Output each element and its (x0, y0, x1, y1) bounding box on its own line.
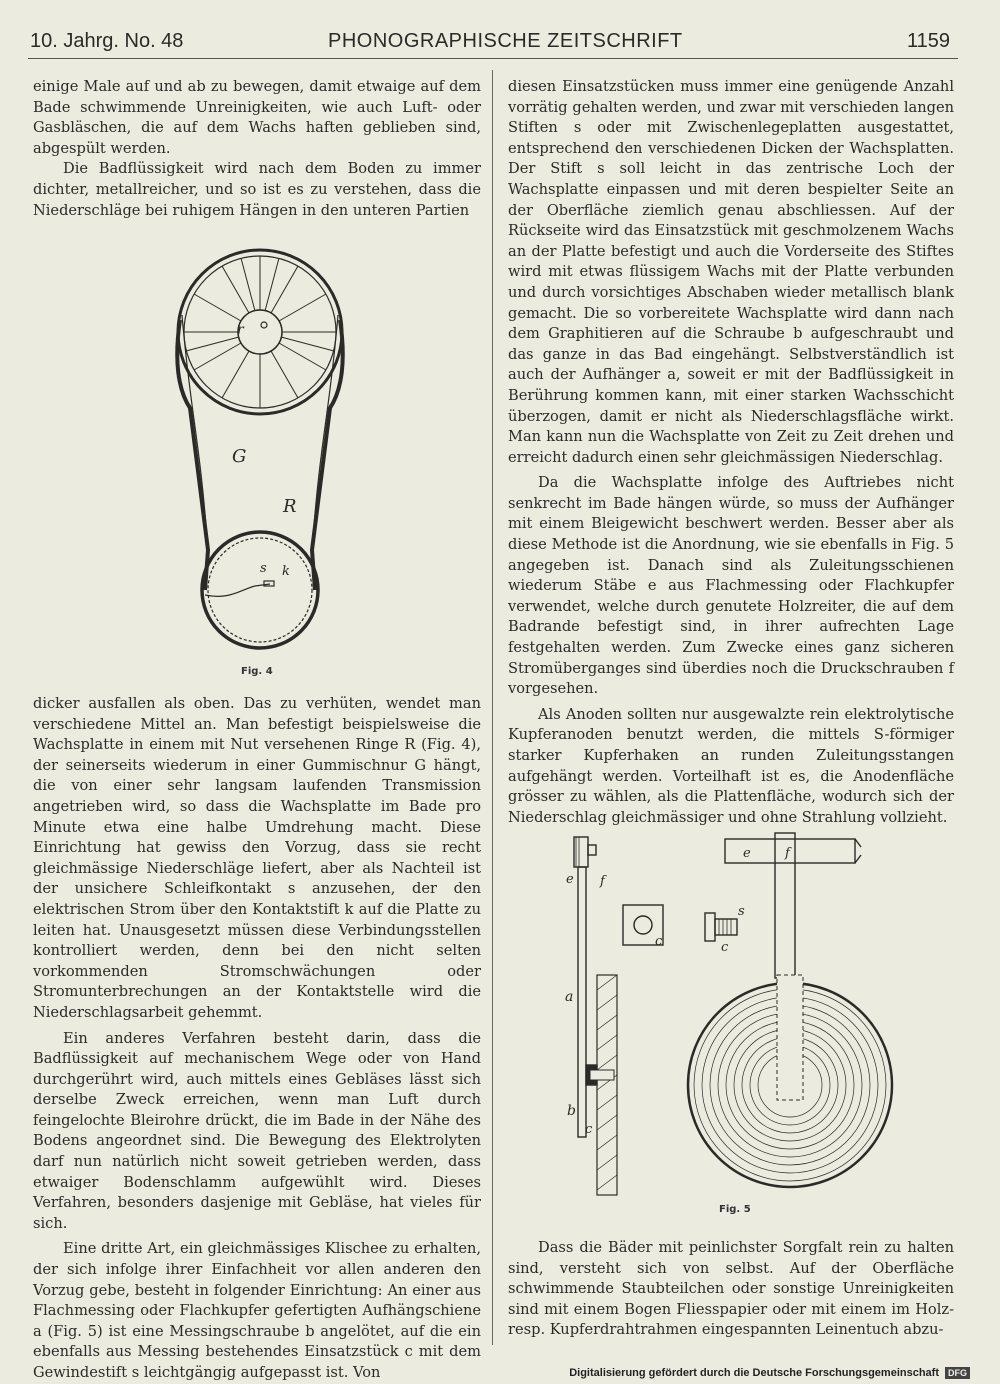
fig5-drawing (545, 825, 925, 1220)
label-r: r (237, 322, 244, 338)
label-s: s (260, 561, 267, 576)
paragraph: Da die Wachsplatte infolge des Auftriebes nicht senkrecht im Bade hängen würde, so muss der Aufhänger mit einem Bleigewicht beschwert werden. Besser aber als diese Methode ist die Anordnung, wie sie ebenfalls in Fig. 5 angegeben ist. Danach sind als Zuleitungsschienen wiederum Stäbe e aus Flachmessing oder Flachkupfer verwendet, welche durch genutete Holzreiter, die auf dem Badrande befestigt sind, in ihrer aufrechten Lage festgehalten werden. Zum Zwecke eines ganz sicheren Stromüberganges sind überdies noch die Druckschrauben f vorgesehen. (508, 474, 954, 698)
label-c-detail: c (721, 940, 729, 955)
fig4-drawing (160, 240, 360, 680)
dfg-logo: DFG (945, 1367, 970, 1379)
header-rule (28, 58, 958, 59)
screw-f (588, 845, 596, 855)
label-c: c (655, 934, 663, 949)
hanger-behind-disc (777, 975, 803, 1100)
left-column-bottom (33, 694, 481, 1384)
figure-5-hanger (545, 825, 925, 1220)
label-s: s (738, 904, 745, 919)
label-f: f (600, 874, 605, 889)
paragraph: Ein anderes Verfahren besteht darin, dass die Badflüssigkeit auf mechanischem Wege oder von Hand durchgerührt wird, auch mittels eines Gebläses lässt sich derselbe Zweck erreichen, wenn man Luft durch feingelochte Bleirohre drückt, die im Bade in der Nähe des Bodens angeordnet sind. Die Bewegung des Elektrolyten darf nun natürlich nicht soweit getrieben werden, dass etwaiger Bodenschlamm aufgewühlt wird. Dieses Verfahren, besonders dasjenige mit Gebläse, hat vieles für sich. (33, 1029, 481, 1232)
page-number: 1159 (906, 30, 950, 52)
wheel-hub (238, 310, 282, 354)
figure-5-caption: Fig. 5 (719, 1204, 751, 1215)
contact-pin-k (264, 581, 274, 586)
label-e-front: e (743, 846, 751, 861)
ring-R (202, 532, 318, 648)
label-f-front: f (785, 846, 790, 861)
journal-title: PHONOGRAPHISCHE ZEITSCHRIFT (328, 30, 683, 52)
right-column-top (508, 77, 954, 828)
label-a: a (565, 989, 574, 1005)
label-R: R (283, 496, 297, 517)
hanger-a (578, 867, 586, 1137)
column-divider (492, 70, 493, 1345)
left-column-top (33, 77, 481, 221)
paragraph: Eine dritte Art, ein gleichmässiges Klischee zu erhalten, der sich infolge ihrer Einfachheit vor allen anderen den Vorzug gebe, besteht in folgender Einrichtung: An einer aus Flachmessing oder Flachkupfer gefertigten Aufhängschiene a (Fig. 5) ist eine Messingschraube b angelötet, auf die ein ebenfalls aus Messing bestehendes Einsatzstück c mit dem Gewindestift s leichtgängig aufgepasst ist. Von (33, 1240, 481, 1381)
paragraph: Als Anoden sollten nur ausgewalzte rein elektrolytische Kupferanoden benutzt werden, die mittels S-förmiger starker Kupferhaken an runden Zuleitungsstangen aufgehängt werden. Vorteilhaft ist es, die Anodenfläche grösser zu wählen, als die Plattenfläche, wodurch sich der Niederschlag gleichmässiger und ohne Strahlung vollzieht. (508, 705, 954, 826)
label-c-side: c (585, 1122, 593, 1137)
label-G: G (232, 446, 247, 467)
paragraph: Die Badflüssigkeit wird nach dem Boden zu immer dichter, metallreicher, und so ist es zu verstehen, dass die Niederschläge bei ruhigem Hängen in den unteren Partien (33, 160, 481, 219)
volume-issue: 10. Jahrg. No. 48 (30, 30, 184, 52)
figure-4-belt-drive (160, 240, 360, 680)
paragraph: einige Male auf und ab zu bewegen, damit etwaige auf dem Bade schwimmende Unreinigkeiten, wie auch Luft- oder Gasbläschen, die auf dem Wachs haften geblieben sind, abgespült werden. (33, 78, 481, 157)
running-header (30, 28, 950, 56)
label-k: k (282, 564, 290, 579)
paragraph: Dass die Bäder mit peinlichster Sorgfalt rein zu halten sind, versteht sich von selbst. Auf der Oberfläche schwimmende Staubteilchen oder sonstige Unreinigkeiten sind mit einem Bogen Fliesspapier oder mit einem im Holz- resp. Kupferdrahtrahmen eingespannten Leinentuch abzu- (508, 1239, 954, 1339)
right-column-bottom (508, 1238, 954, 1341)
digitization-footer (569, 1367, 970, 1379)
paragraph: diesen Einsatzstücken muss immer eine genügende Anzahl vorrätig gehalten werden, und zwar mit verschieden langen Stiften s oder mit Zwischenlegeplatten ausgestattet, entsprechend den verschiedenen Dicken der Wachsplatten. Der Stift s soll leicht in das zentrische Loch der Wachsplatte einpassen und mit deren bespielter Seite an der Oberfläche ziemlich genau abschliessen. Auf der Rückseite wird das Einsatzstück mit geschmolzenem Wachs an der Platte befestigt und auch die Vorderseite des Stiftes wird mit etwas flüssigem Wachs mit der Platte verbunden und durch vorsichtiges Abschaben wieder metallisch blank gemacht. Die so vorbereitete Wachsplatte wird dann nach dem Graphitieren auf die Schraube b aufgeschraubt und das ganze in das Bad eingehängt. Selbstverständlich ist auch der Aufhänger a, soweit er mit der Badflüssigkeit in Berührung kommen kann, mit einer starken Wachsschicht überzogen, damit er nicht als Niederschlagsfläche wirkt. Man kann nun die Wachsplatte von Zeit zu Zeit drehen und erreicht dadurch einen sehr gleichmässigen Niederschlag. (508, 78, 954, 466)
screw-s-head (705, 913, 715, 941)
footer-text: Digitalisierung gefördert durch die Deutsche Forschungsgemeinschaft (569, 1367, 939, 1379)
figure-4-caption: Fig. 4 (241, 666, 273, 677)
paragraph: dicker ausfallen als oben. Das zu verhüten, wendet man verschiedene Mittel an. Man befestigt beispielsweise die Wachsplatte in einem mit Nut versehenen Ringe R (Fig. 4), der seinerseits wiederum in einer Gummischnur G hängt, die von einer sehr langsam laufenden Transmission angetrieben wird, so dass die Wachsplatte im Bade pro Minute etwa eine halbe Umdrehung macht. Diese Einrichtung hat gewiss den Vorzug, dass sie recht gleichmässige Niederschläge liefert, aber als Nachteil ist der unsichere Schleifkontakt s anzusehen, der den elektrischen Strom über den Kontaktstift k auf die Platte zu leiten hat. Unausgesetzt müssen diese Verbindungsstellen kontrolliert werden, denn bei den nicht selten vorkommenden Stromschwächungen oder Stromunterbrechungen an der Kontaktstelle wird die Niederschlagsarbeit gehemmt. (33, 695, 481, 1021)
label-e: e (566, 872, 574, 887)
label-b: b (567, 1103, 576, 1119)
contact-wire (205, 584, 270, 596)
